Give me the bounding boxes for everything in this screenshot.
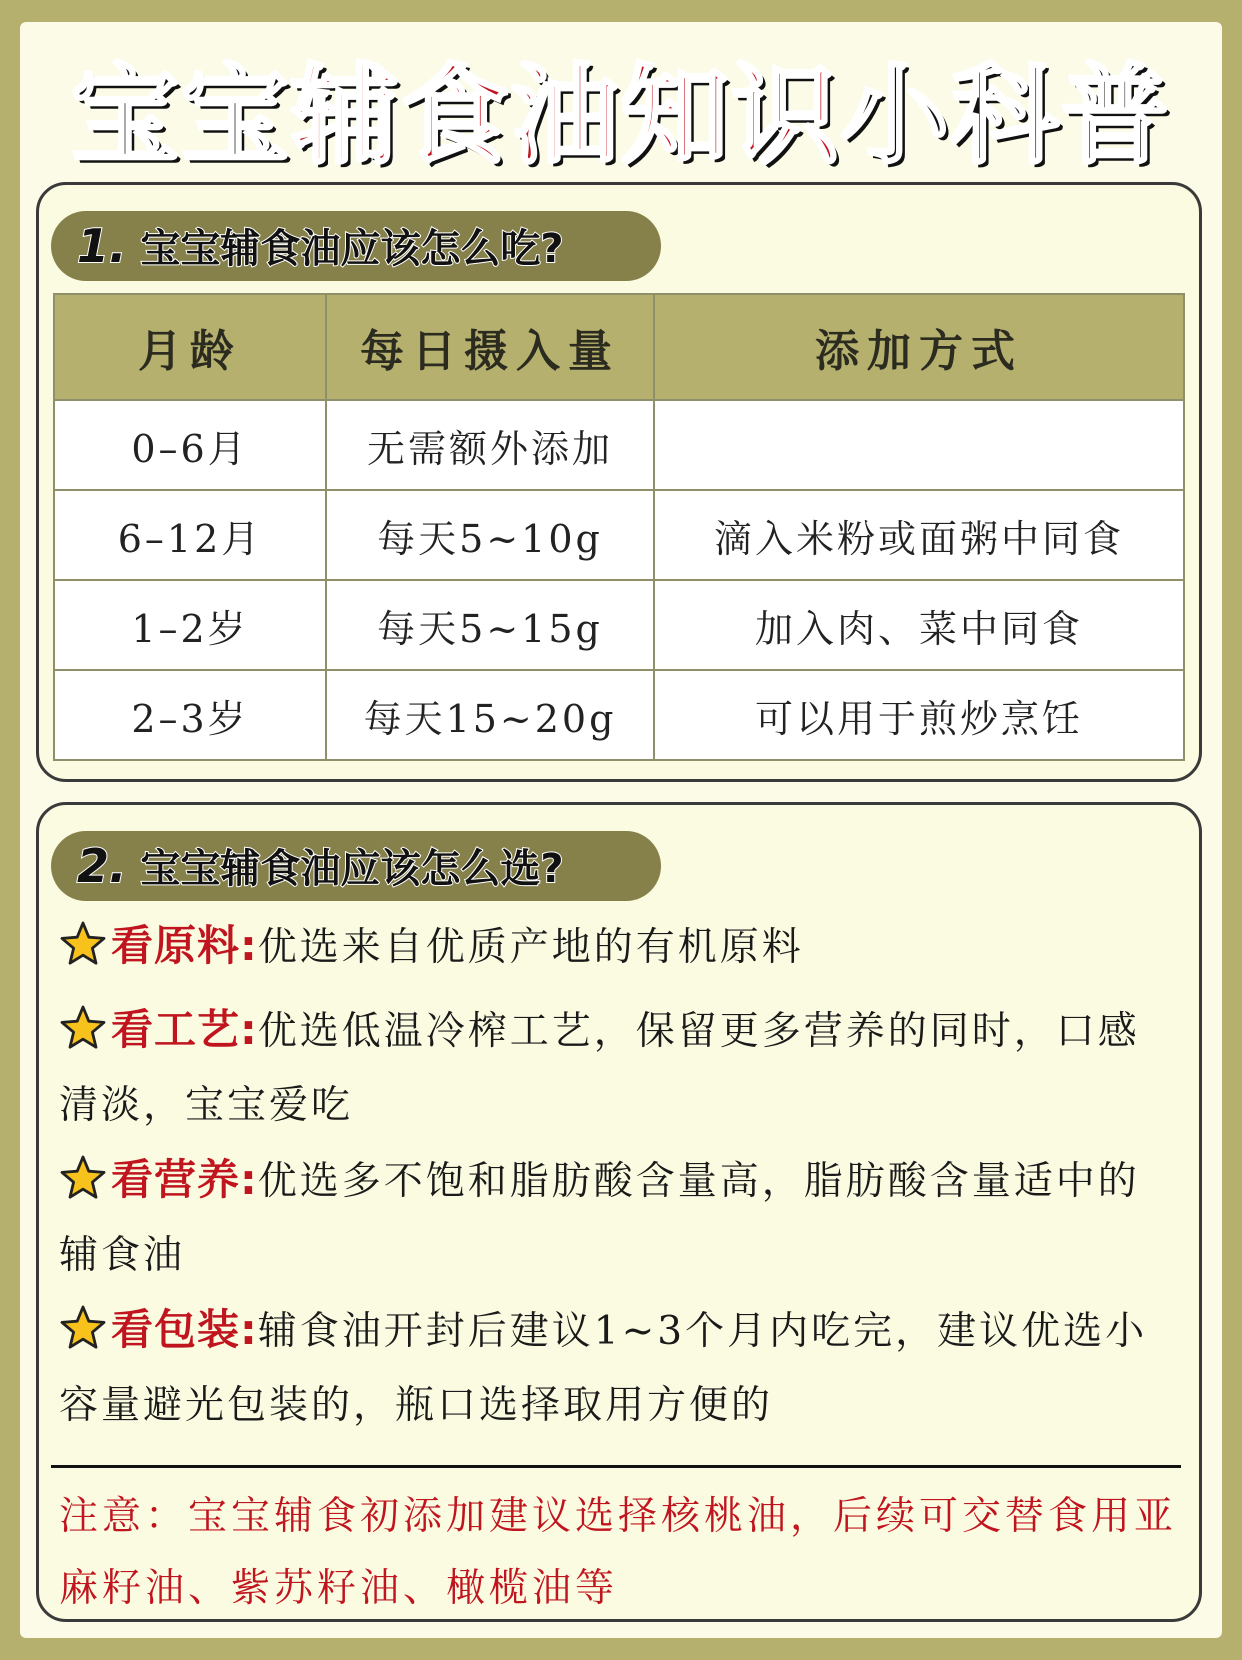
title-part-1: 宝宝	[70, 53, 291, 179]
cell-method: 滴入米粉或面粥中同食	[654, 490, 1184, 580]
tip-key: 看工艺:	[111, 1005, 258, 1054]
list-item	[59, 993, 1179, 1143]
cell-age: 1–2岁	[54, 580, 326, 670]
title-part-2: 辅食油知识	[290, 53, 841, 179]
cell-age: 2–3岁	[54, 670, 326, 760]
section-2-heading	[51, 831, 661, 901]
section-2-title: 宝宝辅食油应该怎么选?	[140, 846, 564, 892]
section-1-number: 1.	[77, 219, 127, 273]
star-icon	[59, 1304, 107, 1352]
tip-text: 优选多不饱和脂肪酸含量高，脂肪酸含量适中的辅食油	[59, 1159, 1140, 1278]
cell-method: 加入肉、菜中同食	[654, 580, 1184, 670]
cell-amount: 无需额外添加	[326, 400, 654, 490]
table-row	[54, 400, 1184, 490]
cell-amount: 每天5~10g	[326, 490, 654, 580]
tip-text: 优选低温冷榨工艺，保留更多营养的同时，口感清淡，宝宝爱吃	[59, 1009, 1140, 1128]
page-title	[20, 36, 1222, 179]
column-header-amount: 每日摄入量	[326, 294, 654, 400]
table-row	[54, 580, 1184, 670]
cell-amount: 每天5~15g	[326, 580, 654, 670]
tip-key: 看原料:	[111, 921, 258, 970]
cell-method	[654, 400, 1184, 490]
section-1-title: 宝宝辅食油应该怎么吃?	[140, 226, 564, 272]
column-header-age: 月龄	[54, 294, 326, 400]
title-part-3: 小科普	[841, 53, 1172, 179]
tip-text: 辅食油开封后建议1~3个月内吃完，建议优选小容量避光包装的，瓶口选择取用方便的	[59, 1309, 1148, 1428]
section-intake-card	[36, 182, 1202, 782]
tips-list	[59, 909, 1179, 1443]
table-row	[54, 670, 1184, 760]
cell-age: 0–6月	[54, 400, 326, 490]
note-text: 注意：宝宝辅食初添加建议选择核桃油，后续可交替食用亚麻籽油、紫苏籽油、橄榄油等	[59, 1494, 1178, 1611]
column-header-method: 添加方式	[654, 294, 1184, 400]
list-item	[59, 1143, 1179, 1293]
page	[20, 22, 1222, 1638]
table-header-row	[54, 294, 1184, 400]
star-icon	[59, 1004, 107, 1052]
list-item	[59, 909, 1179, 985]
section-1-heading	[51, 211, 661, 281]
tip-text: 优选来自优质产地的有机原料	[257, 925, 804, 970]
intake-table	[53, 293, 1185, 761]
section-2-number: 2.	[77, 839, 127, 893]
cell-amount: 每天15~20g	[326, 670, 654, 760]
star-icon	[59, 1154, 107, 1202]
cell-age: 6–12月	[54, 490, 326, 580]
star-icon	[59, 920, 107, 968]
tip-key: 看包装:	[111, 1305, 258, 1354]
list-item	[59, 1293, 1179, 1443]
tip-key: 看营养:	[111, 1155, 258, 1204]
section-choose-card	[36, 802, 1202, 1622]
cell-method: 可以用于煎炒烹饪	[654, 670, 1184, 760]
table-row	[54, 490, 1184, 580]
divider	[51, 1465, 1181, 1468]
